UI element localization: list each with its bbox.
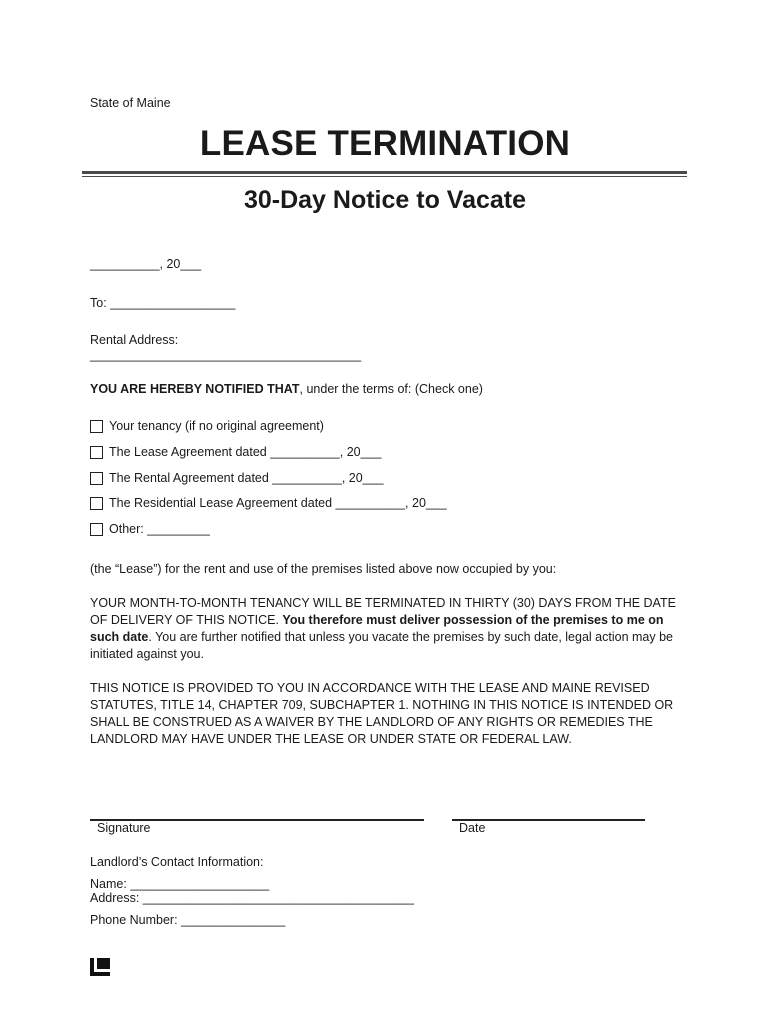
option-label: The Rental Agreement dated __________, 20___ [109,471,384,485]
title-rule-thin [82,176,687,177]
option-label: The Lease Agreement dated __________, 20___ [109,445,382,459]
termination-text-1: YOUR MONTH-TO-MONTH TENANCY WILL BE TERMINATED IN THIRTY (30) DAYS FROM THE DATE OF DELIVERY OF THIS NOTICE. [90,596,676,627]
contact-name-field[interactable]: Name: ____________________ [90,877,270,891]
option-label: The Residential Lease Agreement dated __________, 20___ [109,496,447,510]
contact-phone-field[interactable]: Phone Number: _______________ [90,913,286,927]
rental-address-field[interactable]: _______________________________________ [90,348,362,362]
option-residential-lease[interactable] [90,495,447,512]
checkbox-icon[interactable] [90,523,103,536]
checkbox-icon[interactable] [90,446,103,459]
contact-address-field[interactable]: Address: _______________________________________ [90,891,414,905]
termination-paragraph [90,595,690,663]
option-other[interactable] [90,521,210,538]
title-rule-thick [82,171,687,174]
option-rental-agreement[interactable] [90,470,384,487]
option-tenancy[interactable] [90,418,324,435]
checkbox-icon[interactable] [90,420,103,433]
option-lease-agreement[interactable] [90,444,381,461]
contact-info-title: Landlord’s Contact Information: [90,855,264,869]
lease-statement: (the “Lease”) for the rent and use of the premises listed above now occupied by you: [90,562,557,576]
notice-lead-bold: YOU ARE HEREBY NOTIFIED THAT [90,382,300,396]
date-field[interactable]: __________, 20___ [90,257,202,271]
option-label: Your tenancy (if no original agreement) [109,419,324,433]
termination-text-bold: You therefore must deliver possession of the premises to me on such date [90,613,664,644]
checkbox-icon[interactable] [90,497,103,510]
termination-text-2: . You are further notified that unless you vacate the premises by such date, legal action may be initiated against you. [90,630,673,661]
state-label: State of Maine [90,96,171,110]
option-label: Other: _________ [109,522,210,536]
to-field[interactable]: To: __________________ [90,296,236,310]
document-subtitle: 30-Day Notice to Vacate [243,186,527,214]
signature-label: Signature [97,821,151,835]
rental-address-label: Rental Address: [90,333,179,347]
checkbox-icon[interactable] [90,472,103,485]
notice-statement [90,381,483,398]
signature-date-label: Date [459,821,486,835]
document-title: LEASE TERMINATION [199,124,571,163]
notice-lead-rest: , under the terms of: (Check one) [299,382,483,396]
document-logo-icon [90,958,110,976]
legal-paragraph: THIS NOTICE IS PROVIDED TO YOU IN ACCORDANCE WITH THE LEASE AND MAINE REVISED STATUTES, TITLE 14, CHAPTER 709, SUBCHAPTER 1. NOTHING IN THIS NOTICE IS INTENDED OR SHALL BE CONSTRUED AS A WAIVER BY THE LANDLORD OF ANY RIGHTS OR REMEDIES THE LANDLORD MAY HAVE UNDER THE LEASE OR UNDER STATE OR FEDERAL LAW. [90,681,674,746]
